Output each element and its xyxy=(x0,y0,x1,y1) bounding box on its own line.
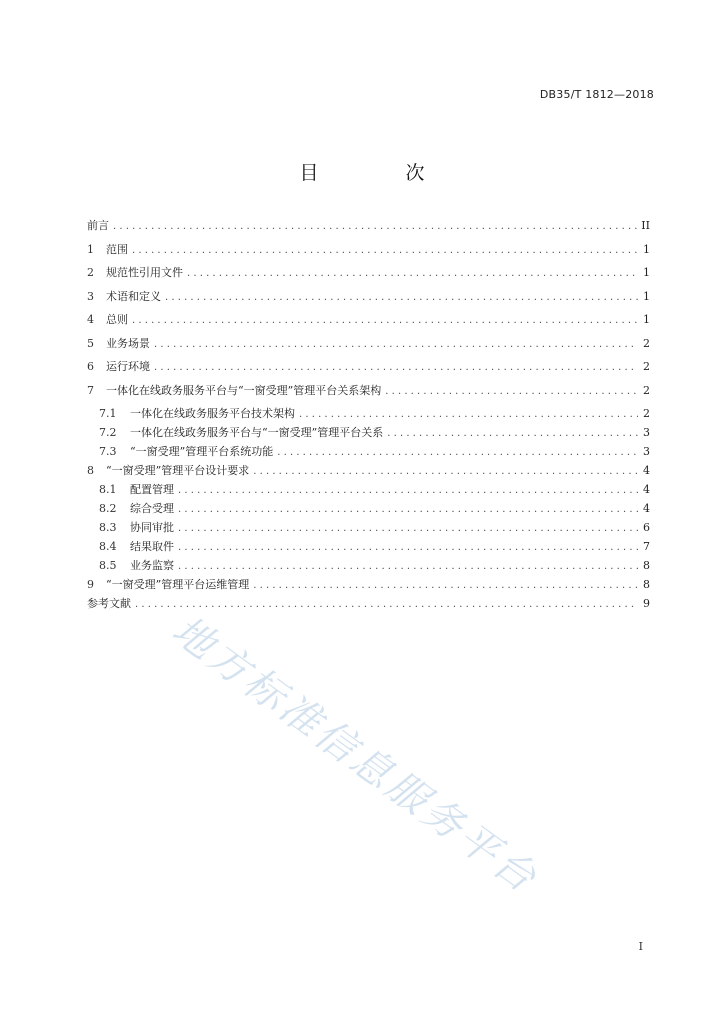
watermark: 地方标准信息服务平台 xyxy=(163,607,547,904)
toc-entry[interactable] xyxy=(87,557,650,576)
toc-dot-leader xyxy=(154,339,638,350)
toc-entry-page: 8 xyxy=(643,559,650,572)
toc-entry-page: 1 xyxy=(643,242,650,256)
toc-entry-number: 9 xyxy=(87,578,94,591)
toc-entry-label: 术语和定义 xyxy=(106,289,161,303)
toc-entry-page: 1 xyxy=(643,266,650,279)
toc-entry-label: 业务监察 xyxy=(130,559,174,572)
toc-entry-page: 4 xyxy=(643,483,650,496)
toc-entry[interactable] xyxy=(87,405,650,424)
toc-entry-page: 3 xyxy=(643,426,650,439)
toc-entry-label: 配置管理 xyxy=(130,483,174,496)
toc-dot-leader xyxy=(113,221,637,232)
toc-entry-label: 运行环境 xyxy=(106,360,150,373)
toc-entry-number: 3 xyxy=(87,289,94,303)
table-of-contents xyxy=(87,217,650,619)
page-number: I xyxy=(638,940,643,953)
toc-entry[interactable] xyxy=(87,241,650,265)
toc-entry-label: 一体化在线政务服务平台与“一窗受理”管理平台关系 xyxy=(130,426,384,439)
toc-dot-leader xyxy=(165,292,638,303)
toc-entry[interactable] xyxy=(87,424,650,443)
toc-entry-label: 一体化在线政务服务平台与“一窗受理”管理平台关系架构 xyxy=(106,383,382,397)
toc-dot-leader xyxy=(277,447,638,458)
toc-dot-leader xyxy=(299,409,638,420)
toc-entry[interactable] xyxy=(87,358,650,382)
page-title: 目 次 xyxy=(299,162,459,184)
toc-entry-label: 总则 xyxy=(106,313,128,326)
toc-entry-label: 参考文献 xyxy=(87,597,131,610)
document-code: DB35/T 1812—2018 xyxy=(539,88,654,101)
toc-dot-leader xyxy=(187,268,638,279)
toc-entry-label: 一体化在线政务服务平台技术架构 xyxy=(130,407,295,420)
toc-entry-number: 7.3 xyxy=(99,445,117,458)
toc-entry-page: 4 xyxy=(643,464,650,477)
toc-entry-label: “一窗受理”管理平台设计要求 xyxy=(106,464,250,477)
toc-entry-number: 8.5 xyxy=(99,559,117,572)
toc-entry-number: 1 xyxy=(87,242,94,256)
toc-entry-page: 4 xyxy=(643,502,650,515)
toc-entry-page: 8 xyxy=(643,578,650,591)
toc-dot-leader xyxy=(132,245,638,256)
toc-entry-number: 8.4 xyxy=(99,540,117,553)
toc-dot-leader xyxy=(132,315,638,326)
toc-entry-label: 结果取件 xyxy=(130,540,174,553)
toc-entry-number: 7.1 xyxy=(99,407,117,420)
toc-entry[interactable] xyxy=(87,217,650,241)
toc-entry-label: 范围 xyxy=(106,242,128,256)
toc-entry[interactable] xyxy=(87,595,650,619)
toc-entry[interactable] xyxy=(87,481,650,500)
toc-entry-page: 3 xyxy=(643,445,650,458)
toc-entry-page: 7 xyxy=(643,540,650,553)
toc-entry-number: 8.1 xyxy=(99,483,117,496)
toc-dot-leader xyxy=(178,561,638,572)
toc-dot-leader xyxy=(135,599,638,610)
toc-entry[interactable] xyxy=(87,500,650,519)
toc-entry-page: II xyxy=(641,219,650,232)
toc-entry-label: 规范性引用文件 xyxy=(106,266,183,279)
toc-entry-page: 1 xyxy=(643,313,650,326)
toc-entry-page: 2 xyxy=(643,407,650,420)
toc-entry-number: 5 xyxy=(87,336,94,350)
toc-entry-page: 2 xyxy=(643,336,650,350)
toc-entry-number: 2 xyxy=(87,266,94,279)
toc-entry-page: 9 xyxy=(643,597,650,610)
toc-dot-leader xyxy=(385,386,638,397)
toc-dot-leader xyxy=(178,504,638,515)
toc-entry[interactable] xyxy=(87,288,650,312)
toc-entry-page: 2 xyxy=(643,383,650,397)
toc-entry-label: 综合受理 xyxy=(130,502,174,515)
toc-entry-number: 7.2 xyxy=(99,426,117,439)
toc-dot-leader xyxy=(154,362,638,373)
toc-entry[interactable] xyxy=(87,538,650,557)
toc-entry-label: 协同审批 xyxy=(130,521,174,534)
toc-dot-leader xyxy=(178,485,638,496)
toc-entry-number: 8 xyxy=(87,464,94,477)
toc-dot-leader xyxy=(178,542,638,553)
toc-entry-page: 2 xyxy=(643,360,650,373)
toc-entry[interactable] xyxy=(87,576,650,595)
toc-entry-number: 7 xyxy=(87,383,94,397)
toc-dot-leader xyxy=(178,523,638,534)
toc-dot-leader xyxy=(253,466,638,477)
toc-dot-leader xyxy=(387,428,638,439)
toc-entry-label: 业务场景 xyxy=(106,336,150,350)
toc-entry-page: 1 xyxy=(643,289,650,303)
toc-entry-number: 8.3 xyxy=(99,521,117,534)
toc-entry-label: “一窗受理”管理平台系统功能 xyxy=(130,445,274,458)
toc-entry-number: 8.2 xyxy=(99,502,117,515)
toc-entry[interactable] xyxy=(87,335,650,359)
toc-entry-page: 6 xyxy=(643,521,650,534)
toc-entry[interactable] xyxy=(87,519,650,538)
toc-entry[interactable] xyxy=(87,311,650,335)
toc-entry-number: 4 xyxy=(87,313,94,326)
toc-entry[interactable] xyxy=(87,264,650,288)
toc-entry-label: “一窗受理”管理平台运维管理 xyxy=(106,578,250,591)
toc-dot-leader xyxy=(253,580,638,591)
toc-entry[interactable] xyxy=(87,443,650,462)
toc-entry-label: 前言 xyxy=(87,219,109,232)
toc-entry[interactable] xyxy=(87,462,650,481)
toc-entry[interactable] xyxy=(87,382,650,406)
toc-entry-number: 6 xyxy=(87,360,94,373)
